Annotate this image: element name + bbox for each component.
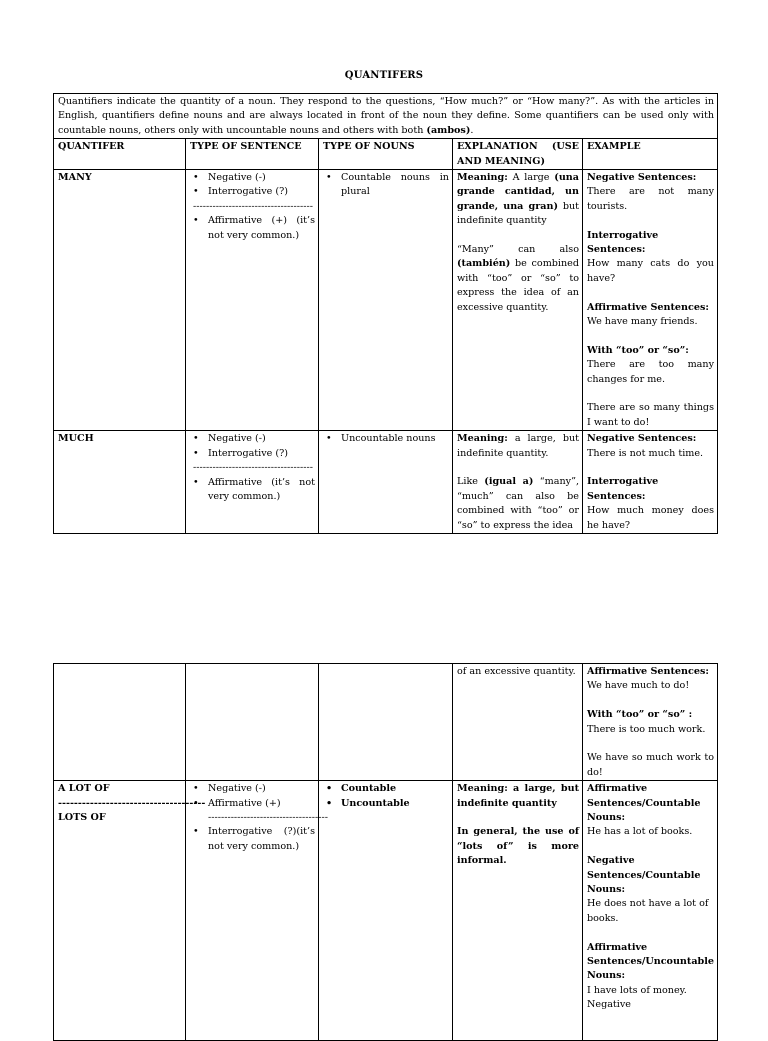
example-cell — [583, 781, 718, 1041]
explanation-text: In general, the use of “lots of” is more informal. — [457, 826, 579, 867]
list-item: • Uncountable — [323, 797, 449, 811]
quantifier-cell — [54, 431, 186, 534]
example-label: Interrogative Sentences: — [587, 476, 659, 502]
example-text: I have lots of money. — [587, 984, 687, 996]
header-example: EXAMPLE — [583, 139, 718, 170]
meaning-label: Meaning: — [457, 172, 508, 184]
quantifiers-table-part-2 — [53, 663, 718, 1041]
quantifier-name: A LOT OF — [58, 783, 110, 795]
example-text: We have so much work to do! — [587, 752, 714, 778]
divider-line: ------------------------------------- — [208, 812, 328, 824]
explanation-text: “Many” can also — [457, 244, 579, 256]
page-title: QUANTIFERS — [344, 70, 424, 81]
example-label: Affirmative Sentences/Uncountable Nouns: — [587, 941, 715, 982]
noun-type-cell — [319, 170, 453, 431]
list-item: • Countable — [323, 782, 449, 796]
sentence-type-cell — [186, 170, 319, 431]
table-row-a-lot-of — [54, 781, 718, 1041]
example-text: How many cats do you have? — [587, 258, 714, 284]
header-type-nouns: TYPE OF NOUNS — [319, 139, 453, 170]
list-item: • Interrogative (?)(it’s not very common.) — [190, 825, 315, 854]
header-quantifier: QUANTIFER — [54, 139, 186, 170]
example-label: Negative Sentences/Countable Nouns: — [587, 855, 701, 896]
explanation-text: Meaning: a large, but indefinite quantity — [457, 783, 579, 809]
table-row-much-continued — [54, 664, 718, 781]
meaning-label: Meaning: — [457, 433, 508, 445]
quantifiers-table-part-1 — [53, 93, 718, 534]
list-item: • Interrogative (?) — [190, 447, 315, 461]
table-row-many — [54, 170, 718, 431]
example-text: He has a lot of books. — [587, 826, 693, 838]
example-label: Affirmative Sentences: — [587, 666, 709, 677]
example-cell — [583, 431, 718, 534]
quantifier-name: MANY — [58, 172, 92, 184]
explanation-cell — [453, 664, 583, 781]
explanation-translation: (también) — [457, 258, 511, 270]
explanation-text: of an excessive quantity. — [457, 666, 576, 677]
explanation-text: a large, but indefinite quantity. — [457, 433, 579, 459]
explanation-text: “many”, “much” can also be combined with “too” or “so” to express the idea — [457, 476, 580, 531]
noun-type-cell — [319, 781, 453, 1041]
explanation-text: but indefinite quantity — [457, 200, 579, 227]
example-label: Negative Sentences: — [587, 433, 697, 445]
header-explanation: EXPLANATION (USE AND MEANING) — [453, 139, 583, 170]
noun-type-cell — [319, 664, 453, 781]
example-text: There are not many tourists. — [587, 186, 714, 212]
example-label: Affirmative Sentences/Countable Nouns: — [587, 783, 701, 824]
list-item: • Negative (-) — [190, 782, 315, 796]
quantifier-name: LOTS OF — [58, 812, 106, 824]
list-item: • Negative (-) — [190, 432, 315, 446]
example-label: Negative Sentences: — [587, 172, 697, 184]
header-row — [54, 139, 718, 170]
explanation-cell — [453, 431, 583, 534]
intro-bold: (ambos) — [426, 124, 471, 136]
example-text: Negative — [587, 999, 631, 1011]
explanation-cell — [453, 170, 583, 431]
explanation-text: be combined with “too” or “so” to express the idea of an excessive quantity. — [457, 258, 579, 313]
sentence-type-cell — [186, 664, 319, 781]
list-item: • Negative (-) — [190, 171, 315, 185]
noun-type-cell — [319, 431, 453, 534]
example-cell — [583, 170, 718, 431]
header-type-sentence: TYPE OF SENTENCE — [186, 139, 319, 170]
intro-text: Quantifiers indicate the quantity of a noun. They respond to the questions, “How much?” or “How many?”. As with the articles in English, quantifiers define nouns and are always located in front of the noun they define. Some quantifiers can be used only with countable nouns, others only with uncountable nouns and others with both — [58, 96, 714, 136]
example-text: How much money does he have? — [587, 505, 714, 531]
example-cell — [583, 664, 718, 781]
example-label: Affirmative Sentences: — [587, 301, 709, 313]
explanation-cell — [453, 781, 583, 1041]
example-label: With “too” or “so”: — [587, 344, 689, 356]
sentence-type-cell — [186, 781, 328, 1041]
example-text: He does not have a lot of books. — [587, 898, 709, 924]
table-row-much — [54, 431, 718, 534]
explanation-text: Like — [457, 476, 485, 488]
divider-line: ------------------------------------- — [193, 462, 313, 474]
explanation-translation: (una grande cantidad, un grande, una gran) — [457, 172, 579, 212]
list-item: • Affirmative (+) (it’s not very common.) — [190, 214, 315, 243]
example-text: There is not much time. — [587, 447, 704, 459]
explanation-text: A large — [507, 172, 555, 184]
intro-row — [54, 94, 718, 139]
intro-end: . — [470, 124, 474, 136]
example-text: We have much to do! — [587, 680, 690, 692]
example-label: Interrogative Sentences: — [587, 229, 659, 256]
list-item: • Interrogative (?) — [190, 185, 315, 199]
list-item: • Affirmative (+) — [190, 797, 315, 811]
list-item: • Countable nouns in plural — [323, 171, 449, 200]
example-label: With “too” or “so” : — [587, 709, 693, 721]
example-text: There is too much work. — [587, 723, 706, 735]
quantifier-cell — [54, 664, 186, 781]
example-text: There are too many changes for me. — [587, 359, 714, 385]
quantifier-cell — [54, 781, 206, 1041]
example-text: We have many friends. — [587, 316, 698, 328]
explanation-translation: (igual a) — [484, 476, 534, 488]
list-item: • Affirmative (it’s not very common.) — [190, 476, 315, 505]
example-text: There are so many things I want to do! — [587, 402, 714, 428]
divider-line: ------------------------------------- — [193, 200, 313, 212]
quantifier-cell — [54, 170, 186, 431]
quantifier-name: MUCH — [58, 433, 94, 445]
list-item: • Uncountable nouns — [323, 432, 449, 446]
intro-cell — [54, 94, 718, 139]
sentence-type-cell — [186, 431, 319, 534]
divider-line: ------------------------------------- — [58, 797, 206, 809]
